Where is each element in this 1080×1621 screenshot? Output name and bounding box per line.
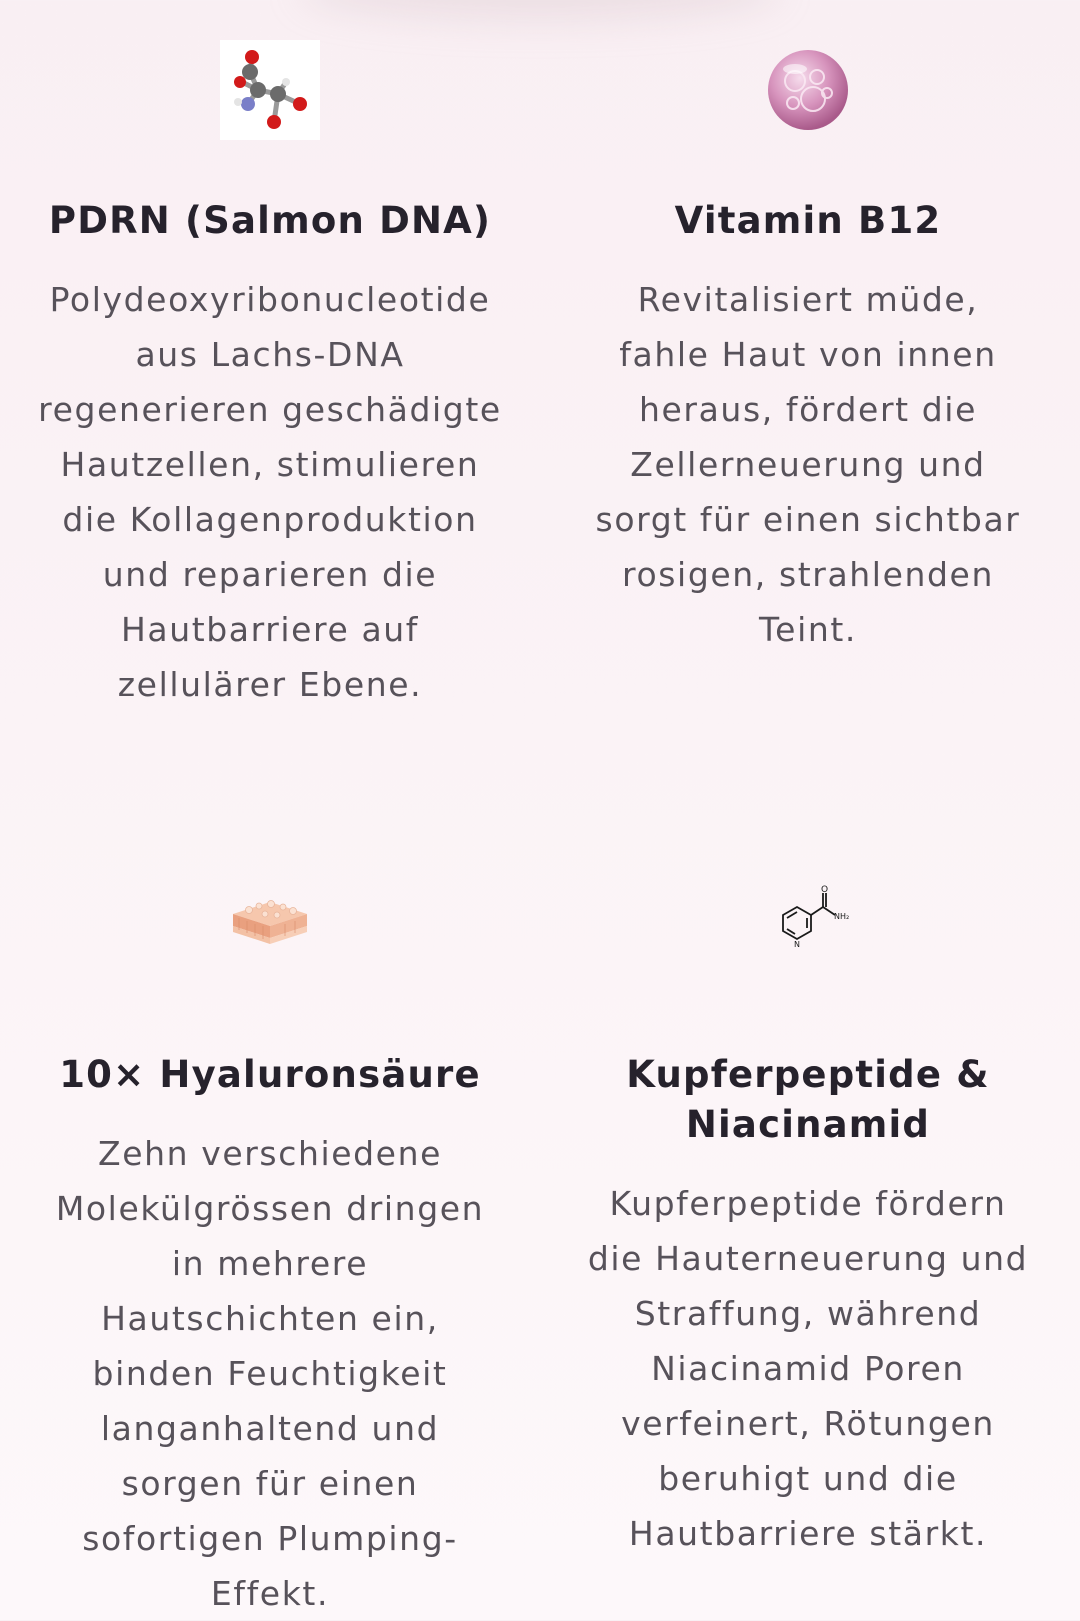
ingredient-description: Kupferpeptide fördern die Hauterneuerung und Straffung, während Niacinamid Poren verfeinert, Rötungen beruhigt und die Hautbarriere stärkt. bbox=[587, 1184, 1029, 1553]
ingredient-title: 10× Hyaluronsäure bbox=[59, 1053, 481, 1096]
ingredient-title: Vitamin B12 bbox=[674, 199, 942, 242]
icon-container bbox=[10, 880, 530, 960]
icon-container bbox=[548, 880, 1068, 960]
nitrogen-label: N bbox=[794, 940, 800, 949]
pink-sphere-cells-icon bbox=[765, 47, 851, 133]
molecule-ball-stick-icon bbox=[220, 40, 320, 140]
ingredient-description: Zehn verschiedene Molekülgrössen dringen in mehrere Hautschichten ein, binden Feuchtigkeit langanhaltend und sorgen für einen sofortigen Plumping-Effekt. bbox=[55, 1134, 485, 1613]
ingredient-title: Kupferpeptide & Niacinamid bbox=[626, 1053, 990, 1146]
ingredient-card-hyaluronic bbox=[10, 880, 530, 1621]
ingredient-card-copper-peptide bbox=[548, 880, 1068, 1561]
niacinamide-structure-icon bbox=[763, 885, 853, 955]
oxygen-label: O bbox=[821, 885, 829, 895]
amine-label: NH₂ bbox=[834, 912, 850, 921]
icon-container bbox=[548, 38, 1068, 142]
icon-container bbox=[10, 38, 530, 142]
ingredient-card-vitamin-b12 bbox=[548, 38, 1068, 657]
ingredient-description: Polydeoxyribonucleotide aus Lachs-DNA regenerieren geschädigte Hautzellen, stimulieren die Kollagenproduktion und reparieren die Hautbarriere auf zellulärer Ebene. bbox=[38, 280, 502, 704]
skin-layers-icon bbox=[225, 888, 315, 952]
ingredient-card-pdrn bbox=[10, 38, 530, 712]
ingredient-title: PDRN (Salmon DNA) bbox=[48, 199, 492, 242]
ingredient-description: Revitalisiert müde, fahle Haut von innen heraus, fördert die Zellerneuerung und sorgt für einen sichtbar rosigen, strahlenden Teint. bbox=[595, 280, 1021, 649]
